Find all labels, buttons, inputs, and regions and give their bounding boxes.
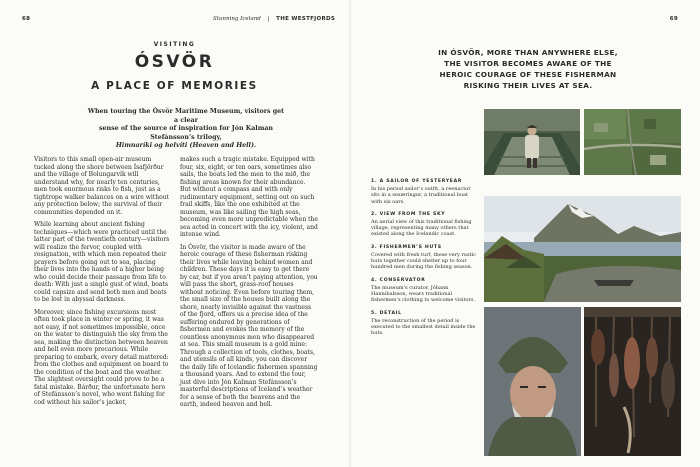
lede-line: When touring the Ósvör Maritime Museum, visitors get a clear <box>87 108 285 124</box>
lede-line: Himnaríki og helvíti (Heaven and Hell). <box>115 142 257 149</box>
body-column-1 <box>34 156 172 411</box>
caption <box>371 179 479 205</box>
caption-text: The museum’s curator, Jóhann Hannibalsson, wears traditional fishermen’s clothing to welcome visitors. <box>371 284 476 304</box>
pull-quote-line: HEROIC COURAGE OF THESE FISHERMAN <box>439 70 617 79</box>
paragraph: Visitors to this small open-air museum tucked along the shore between Ísafjörður and the village of Bolungarvík will understand why, for nearly ten centuries, men took enormous risks to fish, just as a tightrope walker balances on a wire without any protection below; the survival of their communities depended on it. <box>34 156 169 216</box>
caption <box>371 212 479 238</box>
captions <box>371 179 479 343</box>
pull-quote-line: IN ÓSVÖR, MORE THAN ANYWHERE ELSE, <box>438 48 618 57</box>
lede <box>86 108 286 151</box>
page-number-right: 69 <box>669 16 678 22</box>
pull-quote-line: RISKING THEIR LIVES AT SEA. <box>463 81 593 90</box>
caption-text: The reconstruction of the period is executed to the smallest detail inside the huts. <box>371 317 476 337</box>
photo-aerial-view <box>584 109 681 175</box>
left-page <box>0 0 349 467</box>
header-separator: | <box>267 16 270 22</box>
caption <box>371 311 479 337</box>
kicker: VISITING <box>153 41 196 48</box>
paragraph: makes such a tragic mistake. Equipped with four, six, eight, or ten oars, sometimes also sails, the boats led the men to the mið, the fishing areas known for their abundance. But without a compass and with only rudimentary equipment, setting out on such frail skiffs, like the one exhibited at the museum, was like sailing the high seas, becoming even more unpredictable when the sea acted in concert with the icy, violent, and intense wind. <box>180 156 318 238</box>
page-number-left: 68 <box>22 16 31 22</box>
paragraph: In Ósvör, the visitor is made aware of the heroic courage of these fisherman risking their lives while leaving behind women and children. These days it is easy to get there by car, but if you aren’t paying attention, you will pass the short, grass-roof houses without noticing. Even before touring them, the small size of the houses built along the shore, nearly invisible against the vastness of the fjord, offers us a precise idea of the suffering endured by generations of fishermen and evokes the memory of the countless anonymous men who disappeared at sea. This small museum is a gold mine: Through a collection of tools, clothes, boats, and utensils of all kinds, you can discover the daily life of Icelandic fishermen spanning a thousand years. And to extend the tour, just dive into Jón Kalman Stefánsson’s masterful descriptions of Iceland’s weather for a sense of both the heavens and the earth, indeed heaven and hell. <box>180 243 318 408</box>
paragraph: While learning about ancient fishing techniques—which were practiced until the latter part of the twentieth century—visitors will realize the fervor, coupled with resignation, with which men repeated their prayers before going out to sea, placing their lives into the hands of a higher being who could decide their passage from life to death: With just a single gust of wind, boats could capsize and send both men and boats to be lost in abyssal darkness. <box>34 221 170 303</box>
caption-heading: 2. VIEW FROM THE SKY <box>371 211 446 217</box>
pull-quote <box>369 47 687 91</box>
caption <box>371 245 479 271</box>
running-header <box>213 16 335 22</box>
caption-heading: 4. CONSERVATOR <box>371 277 426 283</box>
pull-quote-line: THE VISITOR BECOMES AWARE OF THE <box>444 59 612 68</box>
header-title: Stunning Iceland <box>213 16 261 22</box>
header-section: THE WESTFJORDS <box>276 16 336 22</box>
article-subtitle: A PLACE OF MEMORIES <box>91 80 258 92</box>
paragraph: Moreover, since fishing excursions most often took place in winter or spring, it was not easy, if not sometimes impossible, once on the water to distinguish the sky from the sea, making the distinction between heaven and hell even more precarious. While preparing to embark, every detail mattered: from the clothes and equipment on board to the condition of the boat and the weather. The slightest oversight could prove to be a fatal mistake. Bárður, the unfortunate hero of Stefánsson’s novel, who went fishing for cod without his sailor’s jacket, <box>34 308 169 406</box>
caption-heading: 1. A SAILOR OF YESTERYEAR <box>371 179 463 184</box>
caption-heading: 5. DETAIL <box>371 310 402 316</box>
right-page <box>351 0 700 467</box>
caption-text: Covered with fresh turf, these very rustic huts together could shelter up to four hundred men during the fishing season. <box>371 251 476 271</box>
caption-text: In his period sailor’s outfit, a reenactor sits in a sexæringur, a traditional boat with six oars. <box>371 186 471 205</box>
photo-conservator <box>484 307 581 456</box>
article-title: ÓSVÖR <box>134 52 215 72</box>
caption <box>371 278 479 304</box>
caption-text: An aerial view of this traditional fishing village, representing many others that existed along the Icelandic coast. <box>371 218 472 238</box>
caption-heading: 3. FISHERMEN’S HUTS <box>371 244 442 250</box>
lede-line: sense of the source of inspiration for Jón Kalman Stefánsson’s trilogy, <box>98 125 274 141</box>
photo-hut-detail <box>584 307 681 456</box>
body-column-2 <box>180 156 318 414</box>
photo-fishermens-huts <box>484 196 681 302</box>
photo-sailor-in-boat <box>484 109 580 175</box>
